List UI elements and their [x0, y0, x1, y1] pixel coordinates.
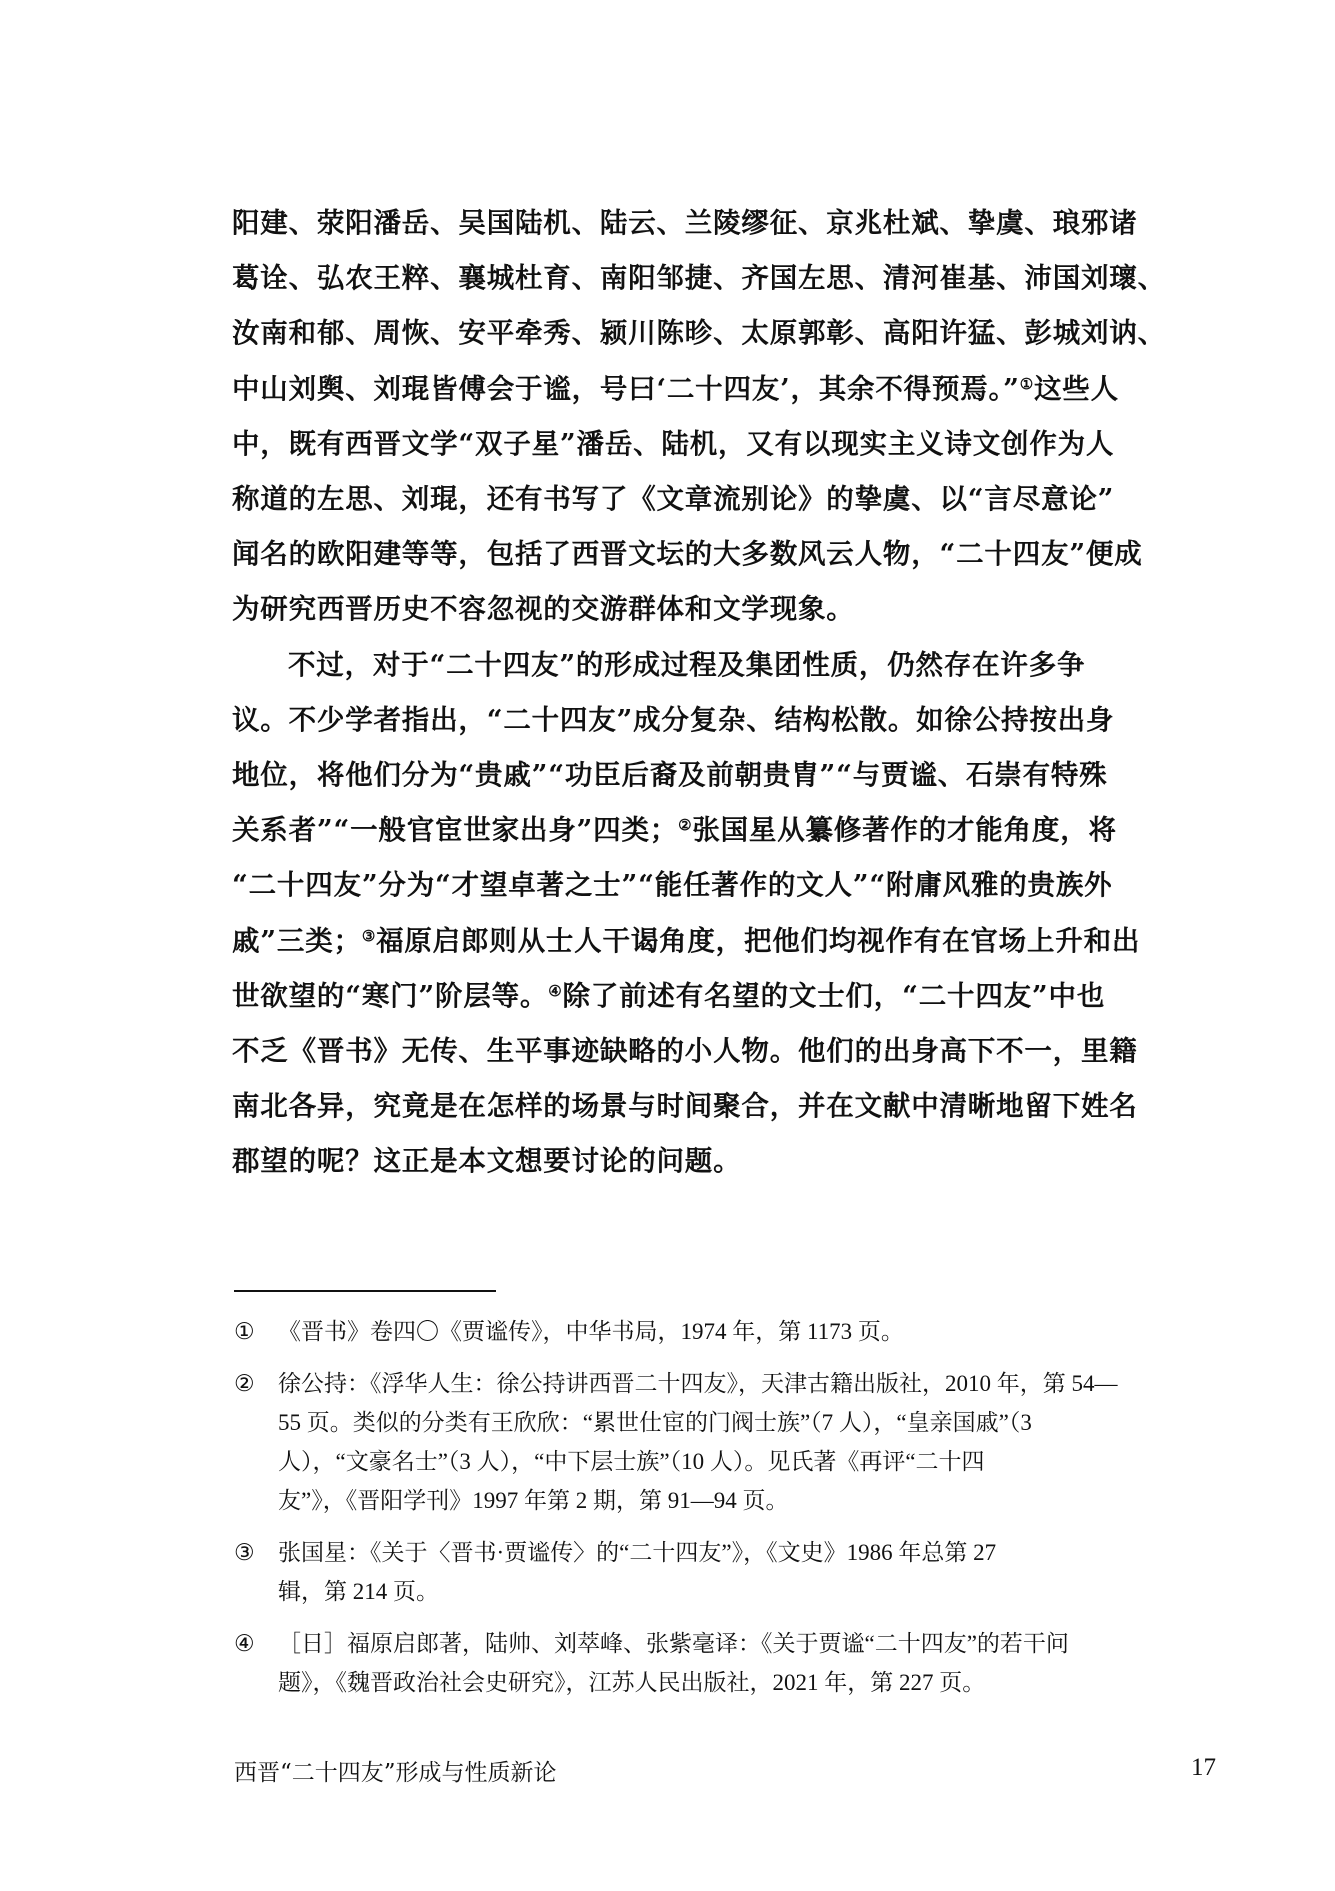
body-line: 郡望的呢？这正是本文想要讨论的问题。 [232, 1145, 742, 1178]
body-text-run: 这些人 [1033, 372, 1119, 405]
footnote-line: 辑，第 214 页。 [278, 1579, 439, 1604]
footnote-line: 55 页。类似的分类有王欣欣：“累世仕宦的门阀士族”（7 人），“皇亲国戚”（3 [278, 1410, 1032, 1435]
footnote-mark: ③ [234, 1540, 255, 1565]
body-text-run: 中山刘舆、刘琨皆傅会于谧，号曰‘二十四友’，其余不得预焉。” [232, 372, 1020, 405]
body-line: 称道的左思、刘琨，还有书写了《文章流别论》的挚虞、以“言尽意论” [232, 483, 1115, 516]
body-text-run: 戚”三类； [232, 924, 362, 957]
body-text-run: 张国星从纂修著作的才能角度，将 [692, 814, 1117, 847]
footnote-line: ［日］福原启郎著，陆帅、刘萃峰、张紫毫译：《关于贾谧“二十四友”的若干问 [278, 1631, 1069, 1656]
body-text [232, 196, 1226, 1190]
footnote-line: 友”》，《晋阳学刊》1997 年第 2 期，第 91—94 页。 [278, 1488, 789, 1513]
body-text-run: 关系者”“一般官宦世家出身”四类； [232, 814, 679, 847]
footnote-ref-2: ② [678, 816, 693, 835]
footnote-mark: ④ [234, 1631, 255, 1656]
footnote-ref-3: ③ [361, 926, 377, 945]
footnotes [234, 1312, 1224, 1715]
body-line [232, 362, 1226, 417]
body-line [232, 969, 1226, 1024]
footnote-line: 张国星：《关于〈晋书·贾谧传〉的“二十四友”》，《文史》1986 年总第 27 [278, 1540, 997, 1565]
body-text-run: 世欲望的“寒门”阶层等。 [232, 979, 549, 1012]
body-line: 不乏《晋书》无传、生平事迹缺略的小人物。他们的出身高下不一，里籍 [232, 1035, 1138, 1068]
body-line: 议。不少学者指出，“二十四友”成分复杂、结构松散。如徐公持按出身 [232, 703, 1115, 736]
body-line: 闻名的欧阳建等等，包括了西晋文坛的大多数风云人物，“二十四友”便成 [232, 538, 1143, 571]
body-line: 地位，将他们分为“贵戚”“功臣后裔及前朝贵胄”“与贾谧、石崇有特殊 [232, 759, 1108, 792]
footnote-3 [234, 1533, 1224, 1611]
body-line: 中，既有西晋文学“双子星”潘岳、陆机，又有以现实主义诗文创作为人 [232, 427, 1115, 460]
body-line: “二十四友”分为“才望卓著之士”“能任著作的文人”“附庸风雅的贵族外 [232, 869, 1113, 902]
body-line: 葛诠、弘农王粹、襄城杜育、南阳邹捷、齐国左思、清河崔基、沛国刘瓌、 [232, 262, 1166, 295]
body-line [232, 803, 1226, 858]
body-line [232, 914, 1226, 969]
page-number: 17 [1191, 1754, 1216, 1781]
footnote-line: 《晋书》卷四〇《贾谧传》，中华书局，1974 年，第 1173 页。 [278, 1319, 904, 1344]
running-title: 西晋“二十四友”形成与性质新论 [234, 1760, 557, 1786]
body-line: 汝南和郁、周恢、安平牵秀、颍川陈昣、太原郭彰、高阳许猛、彭城刘讷、 [232, 317, 1166, 350]
footnote-line: 人），“文豪名士”（3 人），“中下层士族”（10 人）。见氏著《再评“二十四 [278, 1449, 985, 1474]
footnote-ref-4: ④ [548, 981, 563, 1000]
footnote-divider [234, 1290, 496, 1292]
body-line: 南北各异，究竟是在怎样的场景与时间聚合，并在文献中清晰地留下姓名 [232, 1090, 1138, 1123]
footnote-line: 徐公持：《浮华人生：徐公持讲西晋二十四友》，天津古籍出版社，2010 年，第 54— [278, 1371, 1118, 1396]
footnote-ref-1: ① [1019, 374, 1034, 393]
body-line: 阳建、荥阳潘岳、吴国陆机、陆云、兰陵缪征、京兆杜斌、挚虞、琅邪诸 [232, 207, 1138, 239]
footnote-4 [234, 1624, 1224, 1702]
footnote-mark: ① [234, 1319, 255, 1344]
body-text-run: 除了前述有名望的文士们，“二十四友”中也 [562, 979, 1106, 1012]
footnote-mark: ② [234, 1371, 255, 1396]
footnote-line: 题》，《魏晋政治社会史研究》，江苏人民出版社，2021 年，第 227 页。 [278, 1670, 986, 1695]
footnote-2 [234, 1364, 1224, 1520]
body-line: 不过，对于“二十四友”的形成过程及集团性质，仍然存在许多争 [288, 648, 1086, 681]
body-line: 为研究西晋历史不容忽视的交游群体和文学现象。 [232, 593, 855, 626]
footnote-1 [234, 1312, 1224, 1351]
body-text-run: 福原启郎则从士人干谒角度，把他们均视作有在官场上升和出 [376, 924, 1141, 957]
